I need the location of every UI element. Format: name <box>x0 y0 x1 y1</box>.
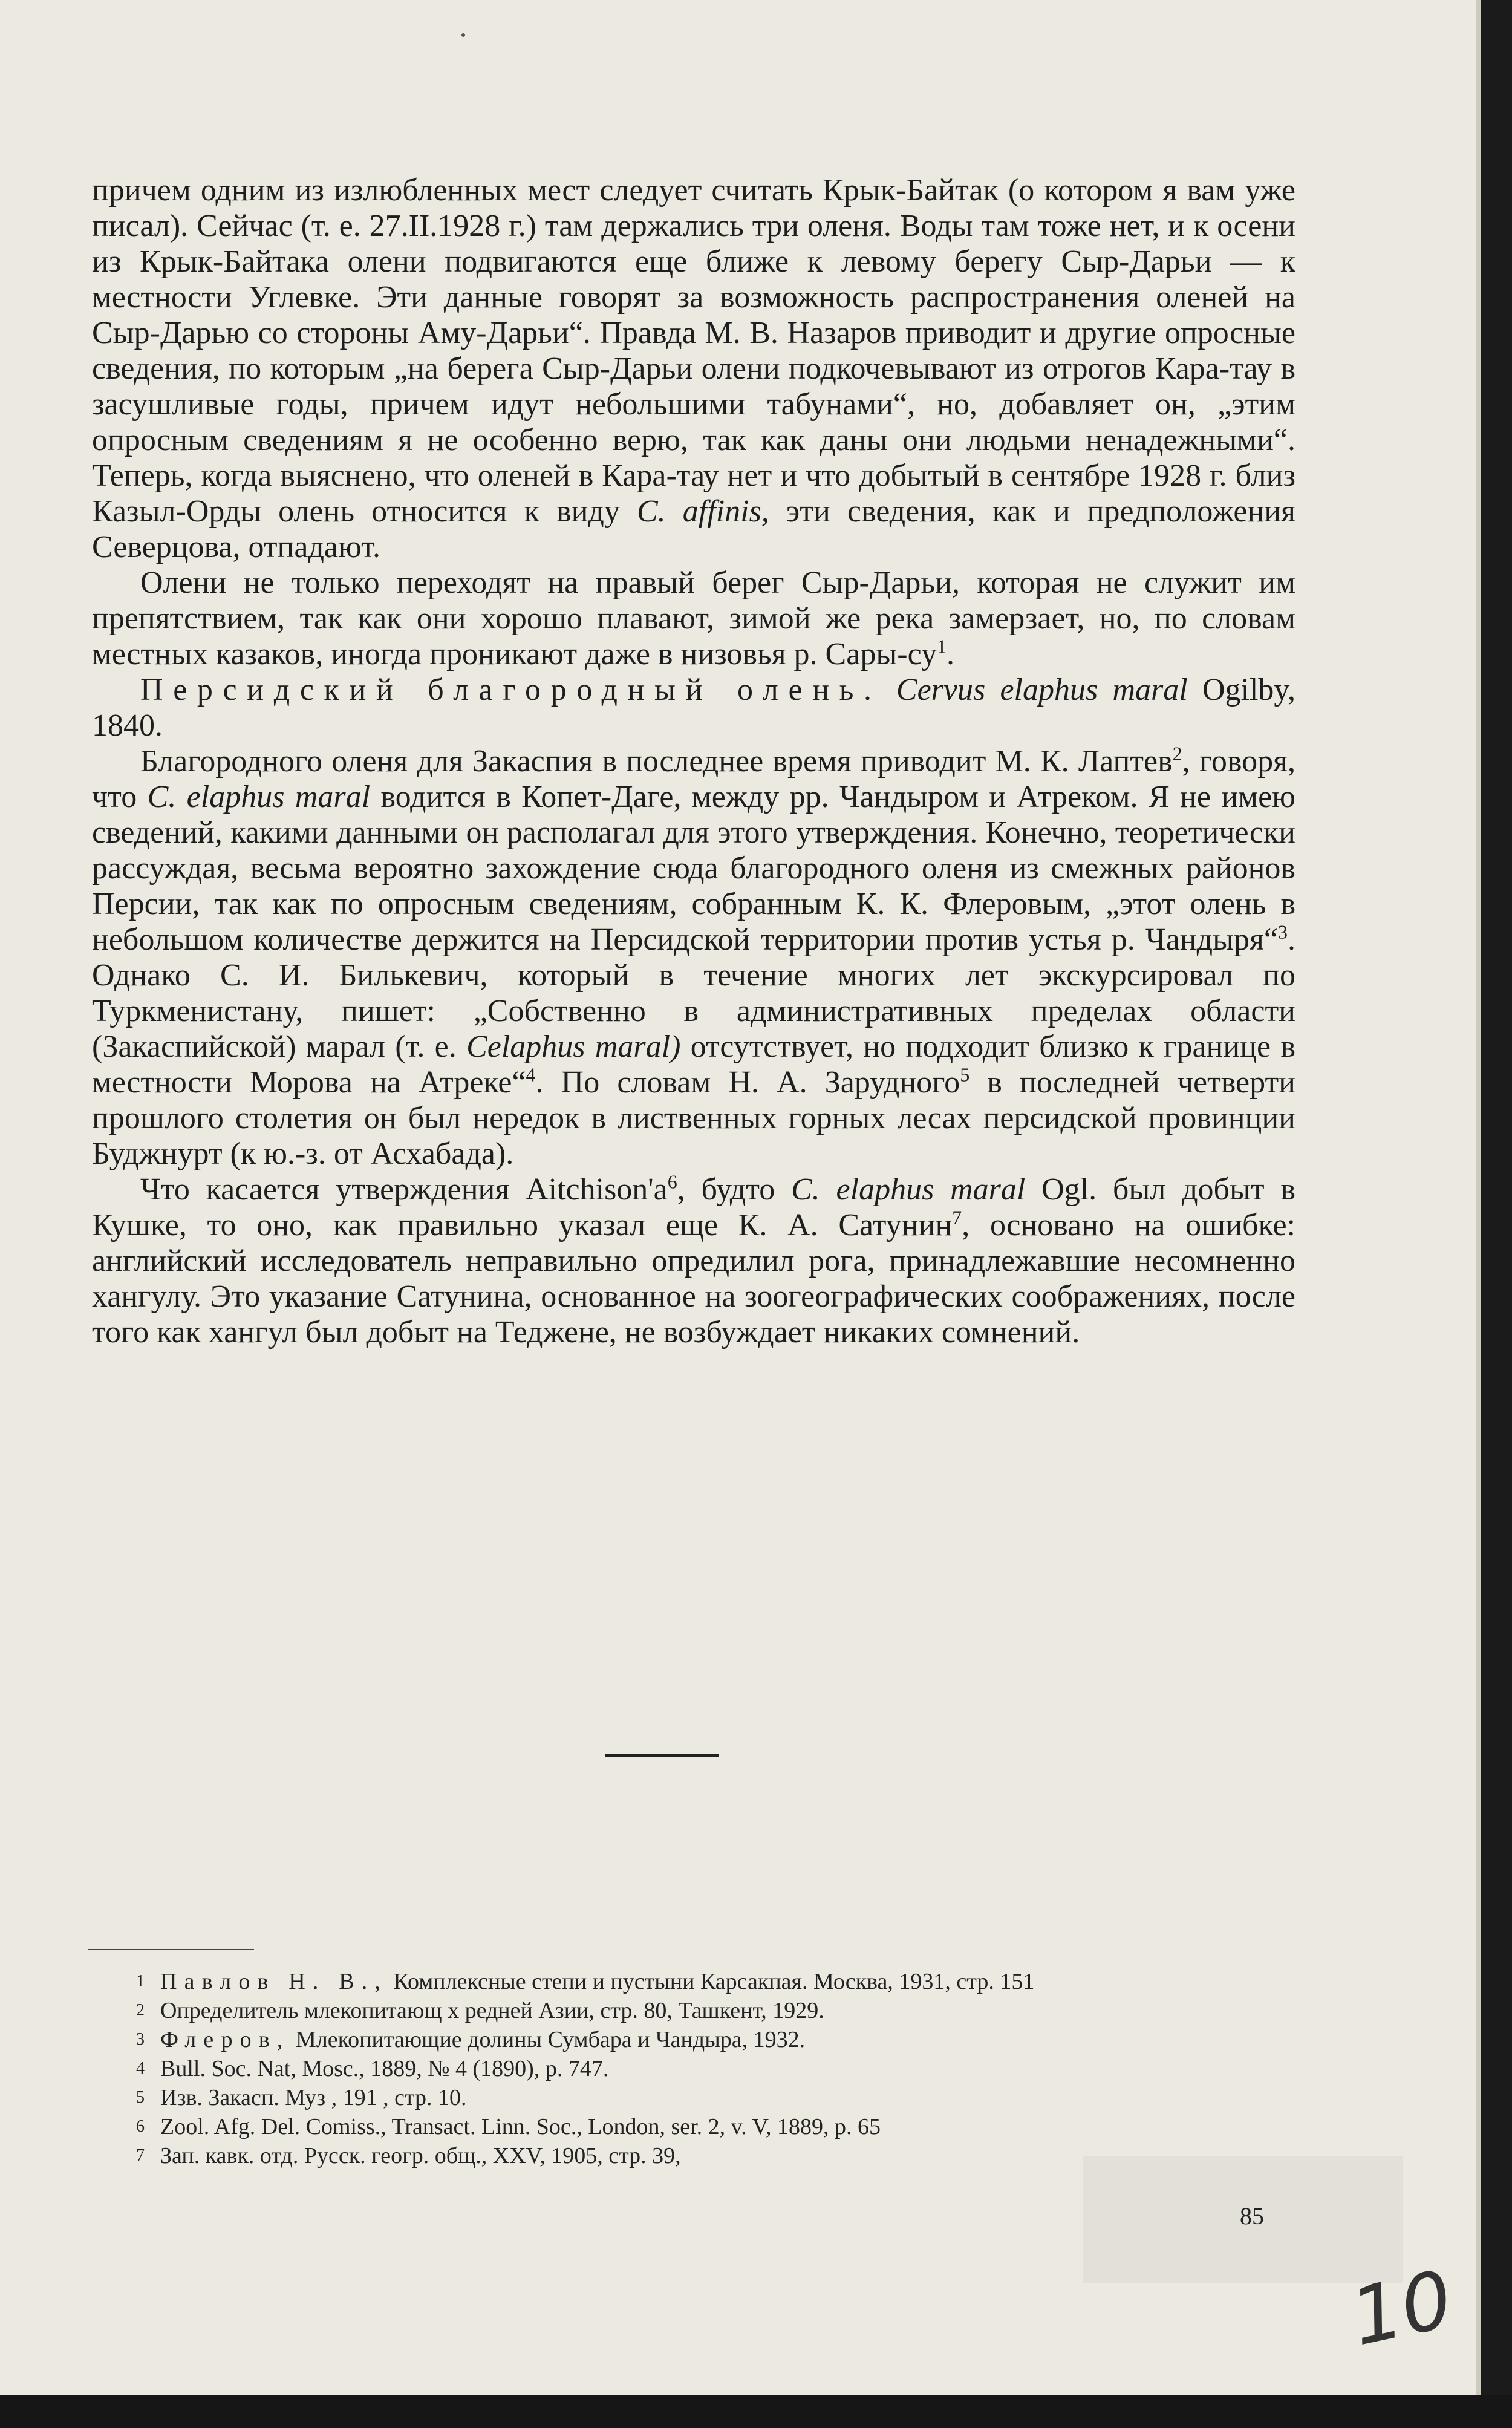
paragraph-2: Олени не только переходят на правый берег Сыр-Дарьи, которая не служит им препятствием, так как они хорошо плавают, зимой же река замерзает, но, по словам местных казаков, иногда проникают даже в низовья р. Сары-су$^1$. <box>92 566 1295 671</box>
paragraph-4: Что касается утверждения Aitchison'a$^6$, будто C. elaphus maral Ogl. был добыт в Кушке, то оно, как правильно указал еще К. А. Сатунин$^7$, основано на ошибке: английский исследователь неправильно опредилил рога, принадлежавшие несомненно хангулу. Это указание Сатунина, основанное на зоогеографических соображениях, после того как хангул был добыт на Теджене, не возбуждает никаких сомнений. <box>92 1170 1296 1349</box>
scan-background <box>0 2395 1512 2428</box>
footnote-ref: 7 <box>952 1206 962 1229</box>
paragraph-1: причем одним из излюбленных мест следует считать Крык-Байтак (о котором я вам уже писал). Сейчас (т. е. 27.II.1928 г.) там держались три оленя. Воды там тоже нет, и к осени из Крык-Байтака олени подвигаются еще ближе к левому берегу Сыр-Дарьи — к местности Углевке. Эти данные говорят за возможность распространения оленей на Сыр-Дарью со стороны Аму-Дарьи“. Правда М. В. Назаров приводит и другие опросные сведения, по которым „на берега Сыр-Дарьи олени подкочевывают из отрогов Кара-тау в засушливые годы, причем идут небольшими табунами“, но, добавляет он, „этим опросным сведениям я не особенно верю, так как даны они людьми ненадежными“. Теперь, когда выяснено, что оленей в Кара-тау нет и что добытый в сентябре 1928 г. близ Казыл-Орды олень относится к виду C. affinis, эти сведения, как и предположения Северцова, отпадают. <box>92 173 1296 564</box>
footnotes <box>136 1967 1297 2170</box>
handwritten-folio-number: 10 <box>1343 2253 1461 2364</box>
footnote: 1 Павлов Н. В., Комплексные степи и пустыни Карсакпая. Москва, 1931, стр. 151 <box>136 1969 1035 1994</box>
footnote-ref: 5 <box>960 1063 970 1086</box>
footnote-ref: 1 <box>936 635 947 658</box>
section-divider <box>605 1754 719 1757</box>
speck <box>461 33 465 37</box>
footnote: 6 Zool. Afg. Del. Comiss., Transact. Linn. Soc., London, ser. 2, v. V, 1889, p. 65 <box>136 2114 881 2139</box>
footnote: 2 Определитель млекопитающ х редней Азии, стр. 80, Ташкент, 1929. <box>136 1998 824 2023</box>
footnote-divider <box>88 1949 254 1950</box>
footnote: 4 Bull. Soc. Nat, Mosc., 1889, № 4 (1890), p. 747. <box>136 2056 609 2081</box>
footnote-ref: 4 <box>526 1063 536 1086</box>
page-number: 85 <box>1240 2202 1264 2230</box>
footnote: 5 Изв. Закасп. Муз , 191 , стр. 10. <box>136 2085 467 2110</box>
main-text <box>92 172 1295 1350</box>
footnote-ref: 6 <box>667 1170 677 1193</box>
footnote: 3 Флеров, Млекопитающие долины Сумбара и Чандыра, 1932. <box>136 2027 806 2052</box>
footnote: 7 Зап. кавк. отд. Русск. геогр. общ., XXV, 1905, стр. 39, <box>136 2143 681 2169</box>
paragraph-3: Благородного оленя для Закаспия в последнее время приводит М. К. Лаптев$^2$, говоря, что C. elaphus maral водится в Копет-Даге, между рр. Чандыром и Атреком. Я не имею сведений, какими данными он располагал для этого утверждения. Конечно, теоретически рассуждая, весьма вероятно захождение сюда благородного оленя из смежных районов Персии, так как по опросным сведениям, собранным К. К. Флеровым, „этот олень в небольшом количестве держится на Персидской территории против устья р. Чандыря“$^3$. Однако С. И. Билькевич, который в течение многих лет экскурсировал по Туркменистану, пишет: „Собственно в административных пределах области (Закаспийской) марал (т. е. Celaphus maral) отсутствует, но подходит близко к границе в местности Морова на Атреке“$^4$. По словам Н. А. Зарудного$^5$ в последней четверти прошлого столетия он был нередок в лиственных горных лесах персидской провинции Буджнурт (к ю.-з. от Асхабада). <box>92 742 1296 1171</box>
section-heading: Персидский благородный олень. Cervus elaphus maral Ogilby, 1840. <box>92 673 1296 743</box>
footnote-ref: 3 <box>1278 921 1288 943</box>
footnote-ref: 2 <box>1172 742 1182 765</box>
species-name: C. affinis, <box>637 494 769 529</box>
